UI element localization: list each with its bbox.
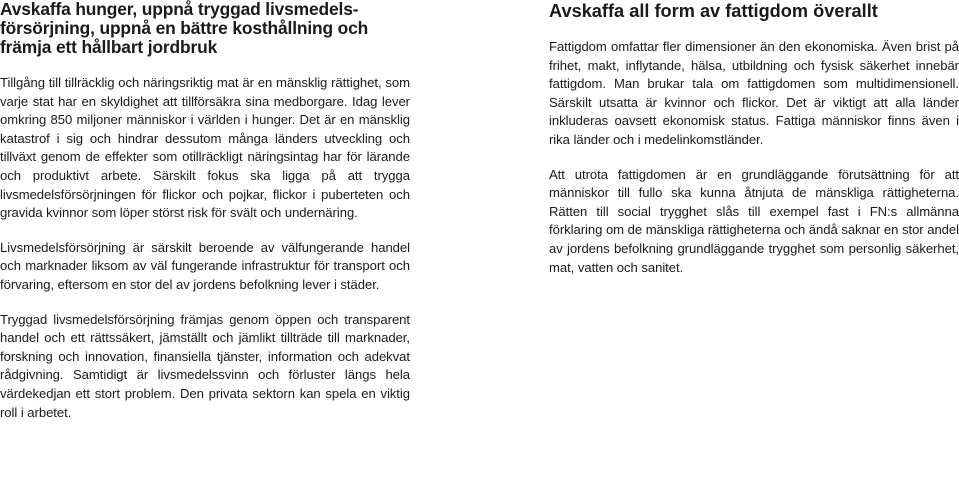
poverty-paragraph-2: Att utrota fattigdomen är en grundläggande förutsättning för att människor till fullo ska kunna åtnjuta de mänskliga rättigheterna. Rätten till social trygghet slås till exempel fast i FN:s allmänna förklaring om de mänskliga rättigheterna och ändå saknar en stor andel av jordens befolkning grundläggande trygghet som personlig säkerhet, mat, vatten och sanitet. — [549, 166, 959, 275]
poverty-paragraph-1: Fattigdom omfattar fler dimensioner än den ekonomiska. Även brist på frihet, makt, inflytande, hälsa, utbildning och fysisk säkerhet innebär fattigdom. Man brukar tala om fattigdomen som multidimensionell. Särskilt utsatta är kvinnor och flickor. Det är viktigt att alla länder inkluderas oavsett ekonomisk status. Fattiga människor finns även i rika länder och i medelinkomstländer. — [549, 39, 959, 147]
hunger-heading: Avskaffa hunger, uppnå tryggad livsmedelsförsörjning, uppnå en bättre kosthållning och främja ett hållbart jordbruk — [0, 0, 369, 57]
hunger-paragraph-2: Livsmedelsförsörjning är särskilt beroende av välfungerande handel och marknader liksom av väl fungerande infrastruktur för transport och förvaring, eftersom en stor del av jordens befolkning lever i städer. — [0, 239, 410, 292]
hunger-paragraph-3: Tryggad livsmedelsförsörjning främjas genom öppen och transparent handel och ett rättssäkert, jämställt och jämlikt tillträde till marknader, forskning och innovation, finansiella tjänster, information och adekvat rådgivning. Samtidigt är livsmedelssvinn och förluster längs hela värdekedjan ett stort problem. Den privata sektorn kan spela en viktig roll i arbetet. — [0, 311, 410, 420]
left-column — [0, 0, 410, 422]
poverty-heading: Avskaffa all form av fattigdom överallt — [549, 1, 878, 21]
right-column — [549, 0, 959, 277]
hunger-paragraph-1: Tillgång till tillräcklig och näringsriktig mat är en mänsklig rättighet, som varje stat har en skyldighet att tillförsäkra sina medborgare. Idag lever omkring 850 miljoner människor i världen i hunger. Det är en mänsklig katastrof i sig och hindrar dessutom många länders utveckling och tillväxt genom de effekter som otillräckligt näringsintag har för lärande och produktivt arbete. Särskilt fokus ska ligga på att trygga livsmedelsförsörjningen för flickor och pojkar, flickor i puberteten och gravida kvinnor som löper störst risk för svält och undernäring. — [0, 75, 410, 221]
